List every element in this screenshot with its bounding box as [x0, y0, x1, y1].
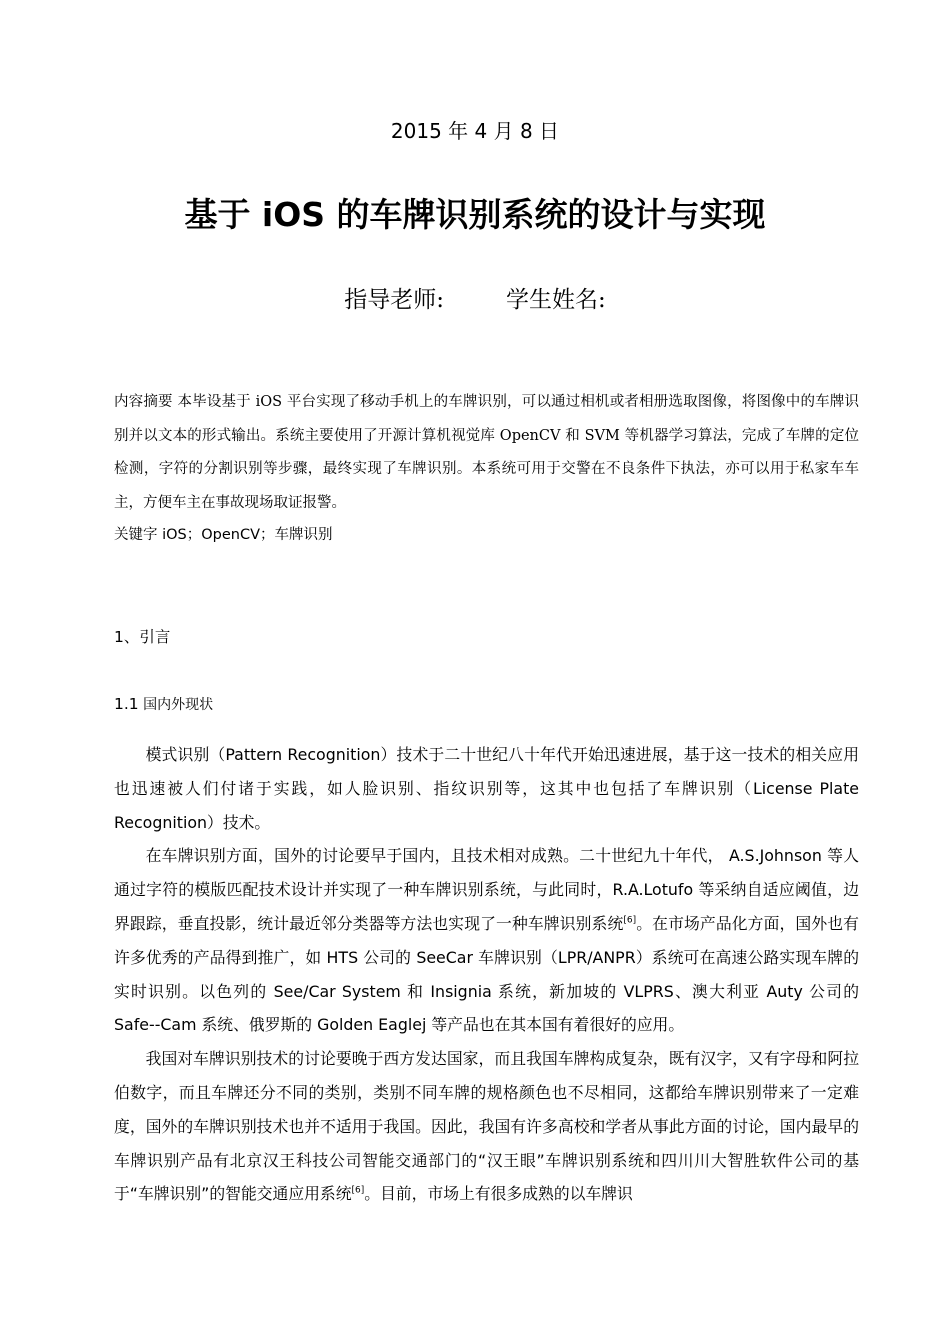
document-date: 2015 年 4 月 8 日 — [390, 119, 560, 143]
body-text — [114, 738, 859, 1211]
paragraph — [114, 1042, 859, 1211]
paragraph-text: 。在市场产品化方面，国外也有许多优秀的产品得到推广，如 HTS 公司的 SeeCar 车牌识别（LPR/ANPR）系统可在高速公路实现车牌的实时识别。以色列的 See/Car System 和 Insignia 系统，新加坡的 VLPRS、澳大利亚 Auty 公司的 Safe--Cam 系统、俄罗斯的 Golden Eaglej 等产品也在其本国有着很好的应用。 — [114, 913, 859, 1035]
keywords-terms: iOS；OpenCV； — [157, 527, 275, 543]
subsection-title: 国内外现状 — [138, 697, 214, 713]
paragraph — [114, 839, 859, 1042]
paper-title: 基于 iOS 的车牌识别系统的设计与实现 — [184, 195, 766, 234]
student-label: 学生姓名: — [506, 287, 606, 313]
advisor-label: 指导老师: — [344, 287, 444, 313]
author-line — [0, 284, 950, 316]
section-heading: 1、引言 — [114, 628, 171, 646]
paragraph: 模式识别（Pattern Recognition）技术于二十世纪八十年代开始迅速进展，基于这一技术的相关应用也迅速被人们付诸于实践，如人脸识别、指纹识别等，这其中也包括了车牌识别（License Plate Recognition）技术。 — [114, 745, 859, 832]
paragraph-text: 在车牌识别方面，国外的讨论要早于国内，且技术相对成熟。二十世纪九十年代， A.S.Johnson 等人通过字符的模版匹配技术设计并实现了一种车牌识别系统，与此同时，R.A.Lotufo 等采纳自适应阈值，边界跟踪，垂直投影，统计最近邻分类器等方法也实现了一种车牌识别系统 — [114, 846, 859, 933]
citation-ref: [6] — [351, 1186, 365, 1197]
keywords-label: 关键字 — [114, 527, 158, 543]
paragraph-text: 。目前，市场上有很多成熟的以车牌识 — [364, 1184, 633, 1204]
citation-ref: [6] — [623, 915, 637, 926]
paragraph-text: 我国对车牌识别技术的讨论要晚于西方发达国家，而且我国车牌构成复杂，既有汉字，又有字母和阿拉伯数字，而且车牌还分不同的类别，类别不同车牌的规格颜色也不尽相同，这都给车牌识别带来了一定难度，国外的车牌识别技术也并不适用于我国。因此，我国有许多高校和学者从事此方面的讨论，国内最早的车牌识别产品有北京汉王科技公司智能交通部门的“汉王眼”车牌识别系统和四川川大智胜软件公司的基于“车牌识别”的智能交通应用系统 — [114, 1049, 859, 1204]
keywords — [114, 520, 859, 550]
abstract — [114, 386, 859, 520]
abstract-label: 内容摘要 — [114, 394, 173, 410]
keywords-cn-term: 车牌识别 — [274, 527, 333, 543]
subsection-number: 1.1 — [114, 695, 139, 713]
abstract-text: 本毕设基于 iOS 平台实现了移动手机上的车牌识别，可以通过相机或者相册选取图像，将图像中的车牌识别并以文本的形式输出。系统主要使用了开源计算机视觉库 OpenCV 和 SVM 等机器学习算法，完成了车牌的定位检测，字符的分割识别等步骤，最终实现了车牌识别。本系统可用于交警在不良条件下执法，亦可以用于私家车车主，方便车主在事故现场取证报警。 — [114, 394, 859, 511]
subsection-heading — [114, 689, 213, 720]
